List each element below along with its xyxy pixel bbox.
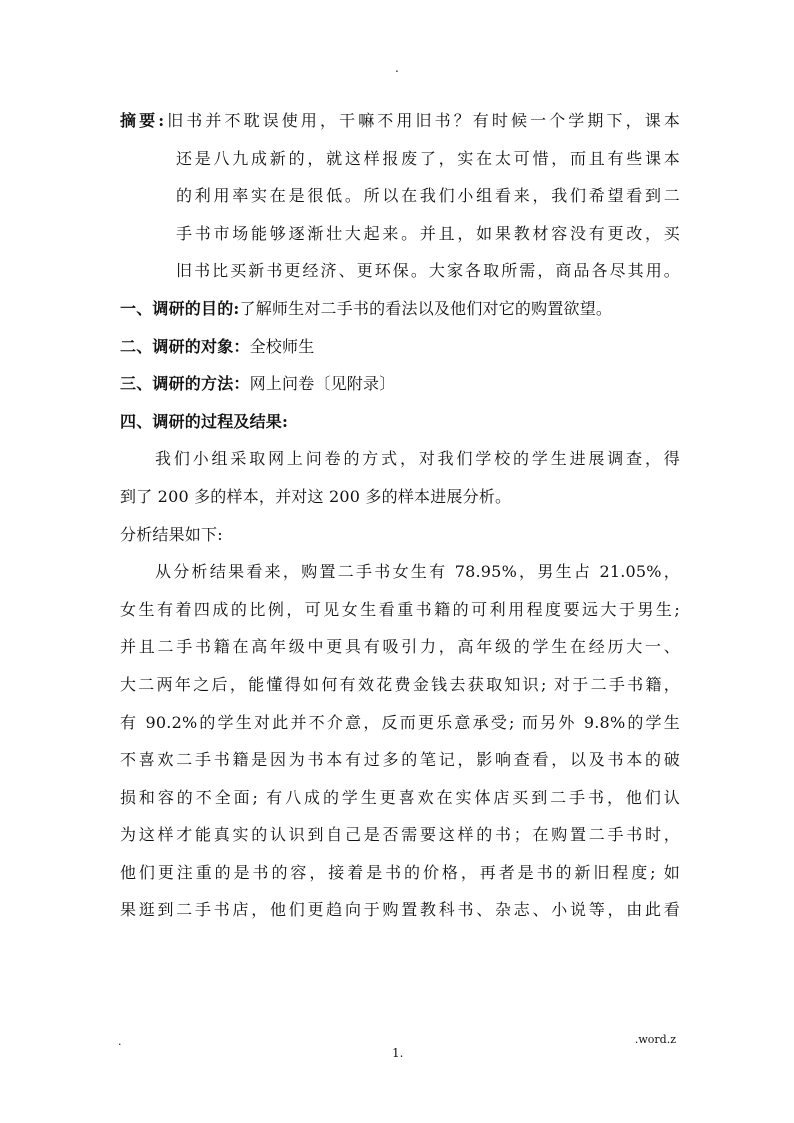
section-colon: ： (233, 336, 250, 356)
section-heading: 三、调研的方法 (120, 374, 234, 394)
abstract-line-3: 的利用率实在是很低。所以在我们小组看来，我们希望看到二 (176, 186, 680, 206)
abstract-text: 旧书并不耽误使用，干嘛不用旧书？有时候一个学期下，课本 (164, 111, 680, 130)
section-process (120, 403, 680, 441)
paragraph2-line-8: 为这样才能真实的认识到自己是否需要这样的书；在购置二手书时， (120, 825, 680, 845)
paragraph2-line-7: 损和容的不全面; 有八成的学生更喜欢在实体店买到二手书，他们认 (120, 787, 680, 807)
abstract-line-1 (120, 102, 680, 140)
page-number: 1. (392, 1046, 404, 1060)
section-text: 网上问卷〔见附录〕 (249, 374, 396, 394)
section-target (120, 328, 680, 366)
section-method (120, 365, 680, 403)
paragraph2-line-10: 果逛到二手书店，他们更趋向于购置教科书、杂志、小说等，由此看 (120, 900, 680, 920)
document-body (120, 102, 680, 929)
abstract-line-5: 旧书比买新书更经济、更环保。大家各取所需，商品各尽其用。 (176, 261, 680, 281)
paragraph1-line-1: 我们小组采取网上问卷的方式，对我们学校的学生进展调查，得 (155, 449, 680, 469)
abstract-label: 摘要 (120, 111, 159, 130)
section-heading: 四、调研的过程及结果 (120, 411, 283, 431)
paragraph1-line-2: 到了 200 多的样本，并对这 200 多的样本进展分析。 (120, 486, 512, 506)
abstract-line-4: 手书市场能够逐渐壮大起来。并且，如果教材容没有更改，买 (176, 223, 680, 243)
result-heading: 分析结果如下: (120, 524, 223, 544)
header-mark: . (395, 61, 399, 75)
paragraph2-line-6: 不喜欢二手书籍是因为书本有过多的笔记，影响查看，以及书本的破 (120, 750, 680, 770)
paragraph2-line-9: 他们更注重的是书的容，接着是书的价格，再者是书的新旧程度; 如 (120, 862, 680, 882)
section-colon: : (282, 411, 289, 431)
section-colon: ： (233, 374, 250, 394)
paragraph2-line-1: 从分析结果看来，购置二手书女生有 78.95%，男生占 21.05%， (155, 562, 680, 582)
section-text: 全校师生 (249, 336, 315, 356)
paragraph2-line-3: 并且二手书籍在高年级中更具有吸引力，高年级的学生在经历大一、 (120, 637, 680, 657)
footer-right-text: .word.z (634, 1033, 676, 1046)
footer-left-mark: . (118, 1035, 122, 1048)
section-text: 了解师生对二手书的看法以及他们对它的购置欲望。 (239, 298, 613, 318)
section-heading: 二、调研的对象 (120, 336, 234, 356)
paragraph2-line-2: 女生有着四成的比例，可见女生看重书籍的可利用程度要远大于男生; (120, 599, 680, 619)
paragraph2-line-5: 有 90.2%的学生对此并不介意，反而更乐意承受; 而另外 9.8%的学生 (120, 712, 680, 732)
abstract-colon: : (158, 111, 165, 130)
paragraph2-line-4: 大二两年之后，能懂得如何有效花费金钱去获取知识; 对于二手书籍， (120, 674, 680, 694)
section-purpose (120, 290, 680, 328)
section-colon: : (233, 298, 240, 318)
abstract-line-2: 还是八九成新的，就这样报废了，实在太可惜，而且有些课本 (176, 148, 680, 168)
section-heading: 一、调研的目的 (120, 298, 234, 318)
